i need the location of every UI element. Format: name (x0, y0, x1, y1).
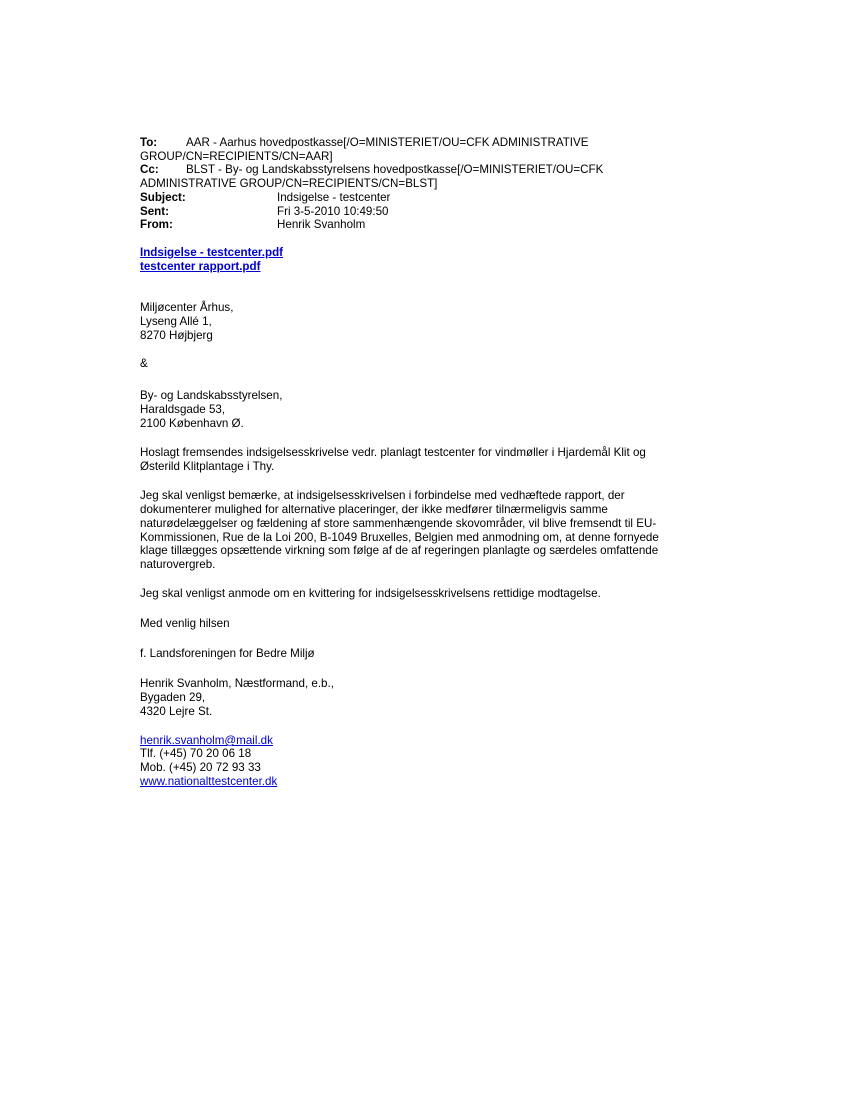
cc-value-line2: ADMINISTRATIVE GROUP/CN=RECIPIENTS/CN=BLST] (140, 177, 438, 190)
organization: f. Landsforeningen for Bedre Miljø (140, 647, 315, 660)
from-value: Henrik Svanholm (277, 218, 366, 231)
to-value-line2: GROUP/CN=RECIPIENTS/CN=AAR] (140, 150, 333, 163)
sent-label: Sent: (140, 205, 169, 218)
body-paragraph-1-line: Hoslagt fremsendes indsigelsesskrivelse vedr. planlagt testcenter for vindmøller i Hjardemål Klit og (140, 446, 646, 459)
body-paragraph-2-line: Jeg skal venligst bemærke, at indsigelsesskrivelsen i forbindelse med vedhæftede rapport, der (140, 489, 625, 502)
recipient1-line: Lyseng Allé 1, (140, 315, 212, 328)
body-paragraph-2-line: dokumenterer mulighed for alternative placeringer, der ikke medfører tilnærmeligvis samme (140, 503, 608, 516)
email-link[interactable]: henrik.svanholm@mail.dk (140, 734, 273, 747)
sender-address-line: Bygaden 29, (140, 691, 206, 704)
ampersand: & (140, 357, 148, 370)
subject-value: Indsigelse - testcenter (277, 191, 391, 204)
body-paragraph-2-line: Kommissionen, Rue de la Loi 200, B-1049 Bruxelles, Belgien med anmodning om, at denne fornyede (140, 531, 659, 544)
sent-row (0, 205, 850, 219)
website-link[interactable]: www.nationalttestcenter.dk (140, 775, 278, 788)
phone: Tlf. (+45) 70 20 06 18 (140, 747, 252, 760)
cc-label: Cc: (140, 163, 159, 176)
to-row (0, 136, 850, 150)
to-value-line1: AAR - Aarhus hovedpostkasse[/O=MINISTERIET/OU=CFK ADMINISTRATIVE (186, 136, 589, 149)
recipient1-line: Miljøcenter Århus, (140, 301, 234, 314)
sent-value: Fri 3-5-2010 10:49:50 (277, 205, 389, 218)
recipient1-line: 8270 Højbjerg (140, 329, 213, 342)
sender-address-line: 4320 Lejre St. (140, 705, 213, 718)
from-row (0, 218, 850, 232)
recipient2-line: Haraldsgade 53, (140, 403, 226, 416)
cc-value-line1: BLST - By- og Landskabsstyrelsens hovedpostkasse[/O=MINISTERIET/OU=CFK (186, 163, 604, 176)
body-paragraph-2-line: naturødelæggelser og fældening af store sammenhængende skovområder, vil blive fremsendt til EU- (140, 517, 657, 530)
cc-row (0, 163, 850, 177)
body-paragraph-3: Jeg skal venligst anmode om en kvittering for indsigelsesskrivelsens rettidige modtagelse. (140, 587, 601, 600)
recipient2-line: By- og Landskabsstyrelsen, (140, 389, 283, 402)
closing: Med venlig hilsen (140, 617, 230, 630)
body-paragraph-2-line: klage tillægges opsættende virkning som følge af de af regeringen planlagte og særdeles omfattende (140, 544, 659, 557)
from-label: From: (140, 218, 173, 231)
attachment-link-indsigelse[interactable]: Indsigelse - testcenter.pdf (140, 246, 284, 259)
body-paragraph-2-line: naturovergreb. (140, 558, 216, 571)
attachment-link-rapport[interactable]: testcenter rapport.pdf (140, 260, 261, 273)
subject-label: Subject: (140, 191, 186, 204)
to-label: To: (140, 136, 158, 149)
body-paragraph-1-line: Østerild Klitplantage i Thy. (140, 460, 275, 473)
sender-address-line: Henrik Svanholm, Næstformand, e.b., (140, 677, 334, 690)
recipient2-line: 2100 København Ø. (140, 417, 244, 430)
subject-row (0, 191, 850, 205)
mobile: Mob. (+45) 20 72 93 33 (140, 761, 261, 774)
